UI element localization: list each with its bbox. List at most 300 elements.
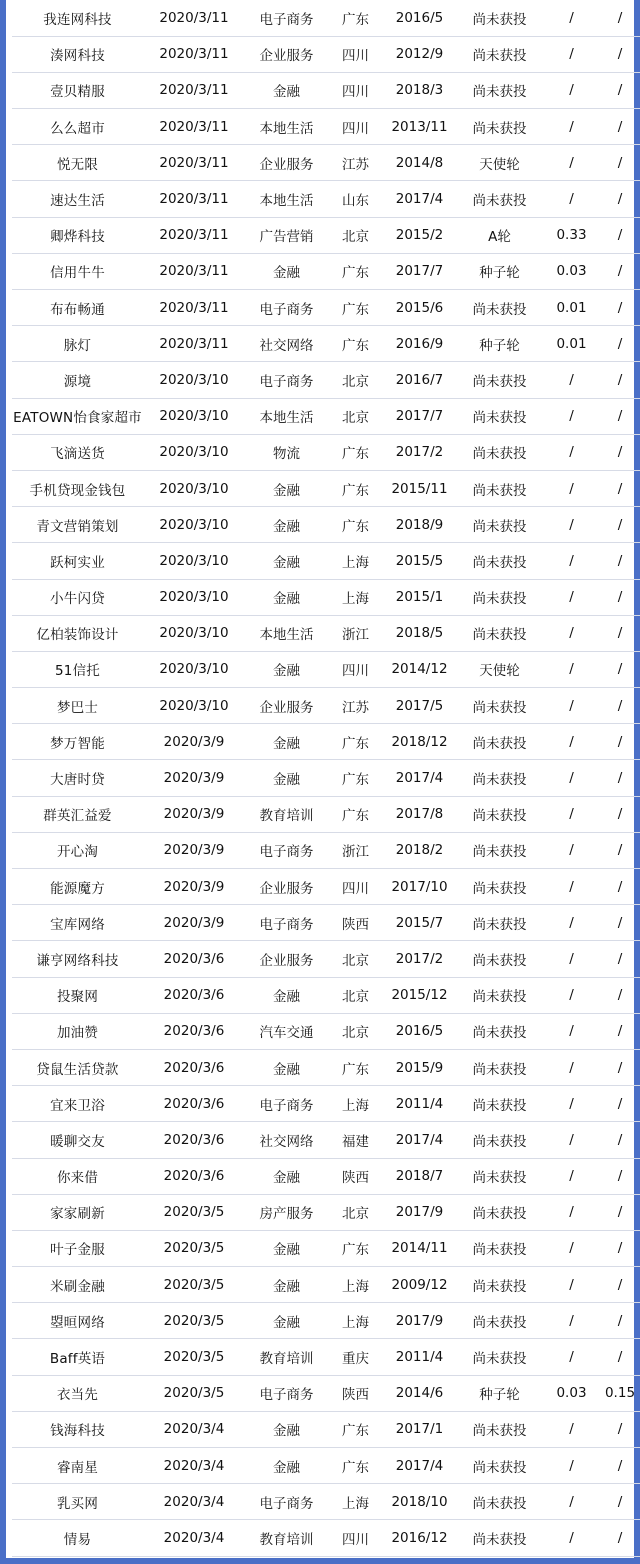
amount-cell: / xyxy=(543,1303,600,1339)
funding-round-cell: 尚未获投 xyxy=(456,362,543,398)
amount-cell: / xyxy=(543,1013,600,1049)
amount-cell: / xyxy=(543,688,600,724)
valuation-cell: / xyxy=(600,724,640,760)
amount-cell: / xyxy=(543,1411,600,1447)
founded-cell: 2018/12 xyxy=(383,724,456,760)
funding-round-cell: 尚未获投 xyxy=(456,290,543,326)
date-cell: 2020/3/6 xyxy=(143,1049,245,1085)
date-cell: 2020/3/9 xyxy=(143,796,245,832)
founded-cell: 2015/6 xyxy=(383,290,456,326)
date-cell: 2020/3/9 xyxy=(143,760,245,796)
date-cell: 2020/3/11 xyxy=(143,72,245,108)
valuation-cell: / xyxy=(600,290,640,326)
funding-round-cell: 尚未获投 xyxy=(456,1158,543,1194)
valuation-cell: / xyxy=(600,941,640,977)
table-row xyxy=(12,0,640,36)
company-name-cell: 速达生活 xyxy=(12,181,143,217)
company-name-cell: 衣当先 xyxy=(12,1375,143,1411)
region-cell: 广东 xyxy=(328,434,383,470)
industry-cell: 金融 xyxy=(245,1230,328,1266)
founded-cell: 2017/5 xyxy=(383,688,456,724)
region-cell: 四川 xyxy=(328,109,383,145)
company-name-cell: 投聚网 xyxy=(12,977,143,1013)
table-row xyxy=(12,1049,640,1085)
valuation-cell: / xyxy=(600,72,640,108)
valuation-cell: / xyxy=(600,1520,640,1556)
amount-cell: 0.33 xyxy=(543,217,600,253)
amount-cell: / xyxy=(543,941,600,977)
region-cell: 四川 xyxy=(328,651,383,687)
table-row xyxy=(12,796,640,832)
amount-cell: / xyxy=(543,1339,600,1375)
founded-cell: 2018/5 xyxy=(383,615,456,651)
industry-cell: 电子商务 xyxy=(245,290,328,326)
amount-cell: / xyxy=(543,905,600,941)
amount-cell: / xyxy=(543,1049,600,1085)
valuation-cell: / xyxy=(600,1303,640,1339)
amount-cell: / xyxy=(543,1230,600,1266)
date-cell: 2020/3/10 xyxy=(143,688,245,724)
funding-round-cell: 尚未获投 xyxy=(456,1448,543,1484)
funding-round-cell: 尚未获投 xyxy=(456,1303,543,1339)
funding-round-cell: 尚未获投 xyxy=(456,977,543,1013)
amount-cell: 0.03 xyxy=(543,1375,600,1411)
table-row xyxy=(12,362,640,398)
region-cell: 广东 xyxy=(328,253,383,289)
valuation-cell: / xyxy=(600,977,640,1013)
industry-cell: 金融 xyxy=(245,1411,328,1447)
valuation-cell: / xyxy=(600,905,640,941)
table-row xyxy=(12,145,640,181)
table-row xyxy=(12,1086,640,1122)
amount-cell: / xyxy=(543,1122,600,1158)
funding-round-cell: 尚未获投 xyxy=(456,905,543,941)
date-cell: 2020/3/10 xyxy=(143,434,245,470)
company-name-cell: 开心淘 xyxy=(12,832,143,868)
amount-cell: / xyxy=(543,0,600,36)
region-cell: 上海 xyxy=(328,1303,383,1339)
company-name-cell: 布布畅通 xyxy=(12,290,143,326)
founded-cell: 2017/2 xyxy=(383,434,456,470)
valuation-cell: / xyxy=(600,145,640,181)
company-name-cell: 曌晅网络 xyxy=(12,1303,143,1339)
industry-cell: 电子商务 xyxy=(245,0,328,36)
company-name-cell: 暖聊交友 xyxy=(12,1122,143,1158)
industry-cell: 教育培训 xyxy=(245,1339,328,1375)
table-row xyxy=(12,688,640,724)
founded-cell: 2016/12 xyxy=(383,1520,456,1556)
industry-cell: 本地生活 xyxy=(245,109,328,145)
table-row xyxy=(12,36,640,72)
date-cell: 2020/3/9 xyxy=(143,905,245,941)
amount-cell: / xyxy=(543,651,600,687)
industry-cell: 社交网络 xyxy=(245,326,328,362)
company-name-cell: 么么超市 xyxy=(12,109,143,145)
valuation-cell: / xyxy=(600,326,640,362)
region-cell: 广东 xyxy=(328,470,383,506)
founded-cell: 2017/7 xyxy=(383,253,456,289)
valuation-cell: / xyxy=(600,109,640,145)
funding-round-cell: 尚未获投 xyxy=(456,434,543,470)
industry-cell: 金融 xyxy=(245,1303,328,1339)
table-row xyxy=(12,398,640,434)
company-name-cell: 梦万智能 xyxy=(12,724,143,760)
region-cell: 四川 xyxy=(328,72,383,108)
valuation-cell: / xyxy=(600,0,640,36)
company-name-cell: 湊网科技 xyxy=(12,36,143,72)
industry-cell: 企业服务 xyxy=(245,869,328,905)
valuation-cell: / xyxy=(600,507,640,543)
funding-round-cell: 种子轮 xyxy=(456,326,543,362)
valuation-cell: / xyxy=(600,1049,640,1085)
industry-cell: 电子商务 xyxy=(245,1375,328,1411)
region-cell: 广东 xyxy=(328,760,383,796)
funding-round-cell: 尚未获投 xyxy=(456,181,543,217)
amount-cell: / xyxy=(543,109,600,145)
funding-round-cell: 尚未获投 xyxy=(456,579,543,615)
date-cell: 2020/3/10 xyxy=(143,615,245,651)
region-cell: 陕西 xyxy=(328,1158,383,1194)
region-cell: 北京 xyxy=(328,217,383,253)
table-row xyxy=(12,434,640,470)
funding-round-cell: 尚未获投 xyxy=(456,1049,543,1085)
industry-cell: 金融 xyxy=(245,579,328,615)
date-cell: 2020/3/11 xyxy=(143,109,245,145)
table-row xyxy=(12,1267,640,1303)
funding-round-cell: A轮 xyxy=(456,217,543,253)
founded-cell: 2017/9 xyxy=(383,1303,456,1339)
funding-round-cell: 尚未获投 xyxy=(456,1230,543,1266)
valuation-cell: / xyxy=(600,181,640,217)
funding-round-cell: 尚未获投 xyxy=(456,0,543,36)
founded-cell: 2017/10 xyxy=(383,869,456,905)
region-cell: 上海 xyxy=(328,1267,383,1303)
table-row xyxy=(12,1339,640,1375)
company-name-cell: 加油赞 xyxy=(12,1013,143,1049)
date-cell: 2020/3/5 xyxy=(143,1230,245,1266)
founded-cell: 2015/2 xyxy=(383,217,456,253)
founded-cell: 2015/12 xyxy=(383,977,456,1013)
amount-cell: / xyxy=(543,362,600,398)
founded-cell: 2017/9 xyxy=(383,1194,456,1230)
industry-cell: 教育培训 xyxy=(245,1520,328,1556)
valuation-cell: / xyxy=(600,1013,640,1049)
company-name-cell: 信用牛牛 xyxy=(12,253,143,289)
valuation-cell: / xyxy=(600,253,640,289)
founded-cell: 2017/1 xyxy=(383,1411,456,1447)
table-row xyxy=(12,253,640,289)
table-row xyxy=(12,869,640,905)
industry-cell: 金融 xyxy=(245,1448,328,1484)
date-cell: 2020/3/11 xyxy=(143,217,245,253)
region-cell: 四川 xyxy=(328,36,383,72)
amount-cell: / xyxy=(543,434,600,470)
date-cell: 2020/3/9 xyxy=(143,832,245,868)
region-cell: 上海 xyxy=(328,1484,383,1520)
table-row xyxy=(12,507,640,543)
funding-round-cell: 尚未获投 xyxy=(456,760,543,796)
funding-round-cell: 尚未获投 xyxy=(456,470,543,506)
company-name-cell: 谦亨网络科技 xyxy=(12,941,143,977)
industry-cell: 汽车交通 xyxy=(245,1013,328,1049)
funding-round-cell: 尚未获投 xyxy=(456,1013,543,1049)
company-name-cell: EATOWN怡食家超市 xyxy=(12,398,143,434)
industry-cell: 企业服务 xyxy=(245,941,328,977)
industry-cell: 本地生活 xyxy=(245,398,328,434)
funding-round-cell: 尚未获投 xyxy=(456,1411,543,1447)
company-name-cell: 飞滴送货 xyxy=(12,434,143,470)
amount-cell: 0.01 xyxy=(543,290,600,326)
table-row xyxy=(12,832,640,868)
industry-cell: 电子商务 xyxy=(245,362,328,398)
table-row xyxy=(12,1375,640,1411)
company-name-cell: 大唐时贷 xyxy=(12,760,143,796)
valuation-cell: / xyxy=(600,1411,640,1447)
date-cell: 2020/3/5 xyxy=(143,1303,245,1339)
region-cell: 江苏 xyxy=(328,145,383,181)
founded-cell: 2012/9 xyxy=(383,36,456,72)
valuation-cell: / xyxy=(600,1158,640,1194)
date-cell: 2020/3/11 xyxy=(143,326,245,362)
company-name-cell: 脉灯 xyxy=(12,326,143,362)
amount-cell: / xyxy=(543,760,600,796)
valuation-cell: / xyxy=(600,543,640,579)
date-cell: 2020/3/10 xyxy=(143,398,245,434)
funding-round-cell: 尚未获投 xyxy=(456,1122,543,1158)
industry-cell: 金融 xyxy=(245,651,328,687)
amount-cell: 0.01 xyxy=(543,326,600,362)
region-cell: 广东 xyxy=(328,326,383,362)
amount-cell: / xyxy=(543,1520,600,1556)
date-cell: 2020/3/4 xyxy=(143,1411,245,1447)
amount-cell: / xyxy=(543,507,600,543)
amount-cell: / xyxy=(543,1086,600,1122)
table-row xyxy=(12,1303,640,1339)
valuation-cell: / xyxy=(600,362,640,398)
region-cell: 浙江 xyxy=(328,615,383,651)
funding-round-cell: 种子轮 xyxy=(456,253,543,289)
date-cell: 2020/3/5 xyxy=(143,1267,245,1303)
founded-cell: 2017/4 xyxy=(383,181,456,217)
table-row xyxy=(12,72,640,108)
date-cell: 2020/3/11 xyxy=(143,36,245,72)
funding-round-cell: 尚未获投 xyxy=(456,36,543,72)
table-row xyxy=(12,1448,640,1484)
amount-cell: / xyxy=(543,72,600,108)
company-name-cell: 梦巴士 xyxy=(12,688,143,724)
industry-cell: 金融 xyxy=(245,72,328,108)
date-cell: 2020/3/11 xyxy=(143,290,245,326)
valuation-cell: / xyxy=(600,217,640,253)
date-cell: 2020/3/6 xyxy=(143,1086,245,1122)
industry-cell: 社交网络 xyxy=(245,1122,328,1158)
company-name-cell: 叶子金服 xyxy=(12,1230,143,1266)
valuation-cell: / xyxy=(600,869,640,905)
company-name-cell: 壹贝精服 xyxy=(12,72,143,108)
date-cell: 2020/3/9 xyxy=(143,724,245,760)
valuation-cell: / xyxy=(600,1122,640,1158)
valuation-cell: / xyxy=(600,1086,640,1122)
founded-cell: 2014/8 xyxy=(383,145,456,181)
region-cell: 广东 xyxy=(328,1448,383,1484)
amount-cell: / xyxy=(543,1448,600,1484)
founded-cell: 2013/11 xyxy=(383,109,456,145)
founded-cell: 2018/9 xyxy=(383,507,456,543)
region-cell: 广东 xyxy=(328,724,383,760)
region-cell: 广东 xyxy=(328,1411,383,1447)
region-cell: 广东 xyxy=(328,0,383,36)
table-row xyxy=(12,1013,640,1049)
region-cell: 广东 xyxy=(328,1049,383,1085)
founded-cell: 2017/4 xyxy=(383,1448,456,1484)
region-cell: 上海 xyxy=(328,543,383,579)
funding-round-cell: 尚未获投 xyxy=(456,869,543,905)
table-row xyxy=(12,217,640,253)
table-row xyxy=(12,290,640,326)
amount-cell: / xyxy=(543,724,600,760)
table-row xyxy=(12,977,640,1013)
founded-cell: 2018/10 xyxy=(383,1484,456,1520)
industry-cell: 金融 xyxy=(245,507,328,543)
region-cell: 广东 xyxy=(328,290,383,326)
date-cell: 2020/3/10 xyxy=(143,362,245,398)
industry-cell: 物流 xyxy=(245,434,328,470)
industry-cell: 房产服务 xyxy=(245,1194,328,1230)
funding-round-cell: 尚未获投 xyxy=(456,796,543,832)
valuation-cell: / xyxy=(600,796,640,832)
industry-cell: 教育培训 xyxy=(245,796,328,832)
company-name-cell: 我连网科技 xyxy=(12,0,143,36)
amount-cell: / xyxy=(543,615,600,651)
table-row xyxy=(12,470,640,506)
founded-cell: 2017/2 xyxy=(383,941,456,977)
region-cell: 广东 xyxy=(328,1230,383,1266)
region-cell: 陕西 xyxy=(328,905,383,941)
funding-round-cell: 尚未获投 xyxy=(456,941,543,977)
company-name-cell: 宜来卫浴 xyxy=(12,1086,143,1122)
founded-cell: 2015/9 xyxy=(383,1049,456,1085)
company-name-cell: 睿南星 xyxy=(12,1448,143,1484)
table-body xyxy=(12,0,640,1556)
company-name-cell: 贷鼠生活贷款 xyxy=(12,1049,143,1085)
funding-round-cell: 尚未获投 xyxy=(456,1194,543,1230)
amount-cell: / xyxy=(543,398,600,434)
founded-cell: 2011/4 xyxy=(383,1339,456,1375)
valuation-cell: / xyxy=(600,688,640,724)
founded-cell: 2018/2 xyxy=(383,832,456,868)
founded-cell: 2016/9 xyxy=(383,326,456,362)
amount-cell: / xyxy=(543,796,600,832)
amount-cell: / xyxy=(543,1158,600,1194)
industry-cell: 企业服务 xyxy=(245,36,328,72)
founded-cell: 2014/6 xyxy=(383,1375,456,1411)
founded-cell: 2016/5 xyxy=(383,0,456,36)
table-row xyxy=(12,181,640,217)
date-cell: 2020/3/6 xyxy=(143,941,245,977)
funding-round-cell: 尚未获投 xyxy=(456,398,543,434)
funding-round-cell: 尚未获投 xyxy=(456,1267,543,1303)
founded-cell: 2017/7 xyxy=(383,398,456,434)
region-cell: 上海 xyxy=(328,579,383,615)
funding-round-cell: 尚未获投 xyxy=(456,724,543,760)
industry-cell: 电子商务 xyxy=(245,1086,328,1122)
region-cell: 陕西 xyxy=(328,1375,383,1411)
company-name-cell: 小牛闪贷 xyxy=(12,579,143,615)
table-row xyxy=(12,1520,640,1556)
table-row xyxy=(12,1122,640,1158)
founded-cell: 2017/4 xyxy=(383,1122,456,1158)
funding-round-cell: 尚未获投 xyxy=(456,615,543,651)
industry-cell: 本地生活 xyxy=(245,615,328,651)
funding-round-cell: 尚未获投 xyxy=(456,1086,543,1122)
industry-cell: 广告营销 xyxy=(245,217,328,253)
founded-cell: 2015/5 xyxy=(383,543,456,579)
valuation-cell: / xyxy=(600,1484,640,1520)
valuation-cell: / xyxy=(600,615,640,651)
table-row xyxy=(12,579,640,615)
founded-cell: 2016/7 xyxy=(383,362,456,398)
amount-cell: / xyxy=(543,1267,600,1303)
region-cell: 山东 xyxy=(328,181,383,217)
region-cell: 广东 xyxy=(328,507,383,543)
date-cell: 2020/3/4 xyxy=(143,1484,245,1520)
date-cell: 2020/3/11 xyxy=(143,0,245,36)
funding-round-cell: 尚未获投 xyxy=(456,507,543,543)
valuation-cell: / xyxy=(600,579,640,615)
region-cell: 北京 xyxy=(328,977,383,1013)
funding-round-cell: 尚未获投 xyxy=(456,1484,543,1520)
date-cell: 2020/3/4 xyxy=(143,1448,245,1484)
table-row xyxy=(12,543,640,579)
funding-round-cell: 尚未获投 xyxy=(456,688,543,724)
funding-round-cell: 种子轮 xyxy=(456,1375,543,1411)
region-cell: 北京 xyxy=(328,362,383,398)
company-name-cell: 青文营销策划 xyxy=(12,507,143,543)
industry-cell: 电子商务 xyxy=(245,1484,328,1520)
valuation-cell: / xyxy=(600,1339,640,1375)
funding-round-cell: 尚未获投 xyxy=(456,72,543,108)
table-row xyxy=(12,724,640,760)
region-cell: 四川 xyxy=(328,1520,383,1556)
region-cell: 北京 xyxy=(328,941,383,977)
founded-cell: 2011/4 xyxy=(383,1086,456,1122)
table-row xyxy=(12,109,640,145)
funding-round-cell: 尚未获投 xyxy=(456,109,543,145)
company-name-cell: 源境 xyxy=(12,362,143,398)
industry-cell: 金融 xyxy=(245,977,328,1013)
amount-cell: / xyxy=(543,1484,600,1520)
company-name-cell: Baff英语 xyxy=(12,1339,143,1375)
company-name-cell: 你来借 xyxy=(12,1158,143,1194)
funding-round-cell: 尚未获投 xyxy=(456,1339,543,1375)
amount-cell: / xyxy=(543,1194,600,1230)
amount-cell: / xyxy=(543,181,600,217)
region-cell: 福建 xyxy=(328,1122,383,1158)
company-name-cell: 家家刷新 xyxy=(12,1194,143,1230)
date-cell: 2020/3/11 xyxy=(143,181,245,217)
valuation-cell: / xyxy=(600,470,640,506)
industry-cell: 金融 xyxy=(245,760,328,796)
industry-cell: 金融 xyxy=(245,724,328,760)
valuation-cell: / xyxy=(600,1194,640,1230)
industry-cell: 金融 xyxy=(245,1049,328,1085)
valuation-cell: / xyxy=(600,832,640,868)
funding-round-cell: 天使轮 xyxy=(456,651,543,687)
industry-cell: 企业服务 xyxy=(245,145,328,181)
company-name-cell: 悦无限 xyxy=(12,145,143,181)
company-name-cell: 手机贷现金钱包 xyxy=(12,470,143,506)
amount-cell: / xyxy=(543,869,600,905)
